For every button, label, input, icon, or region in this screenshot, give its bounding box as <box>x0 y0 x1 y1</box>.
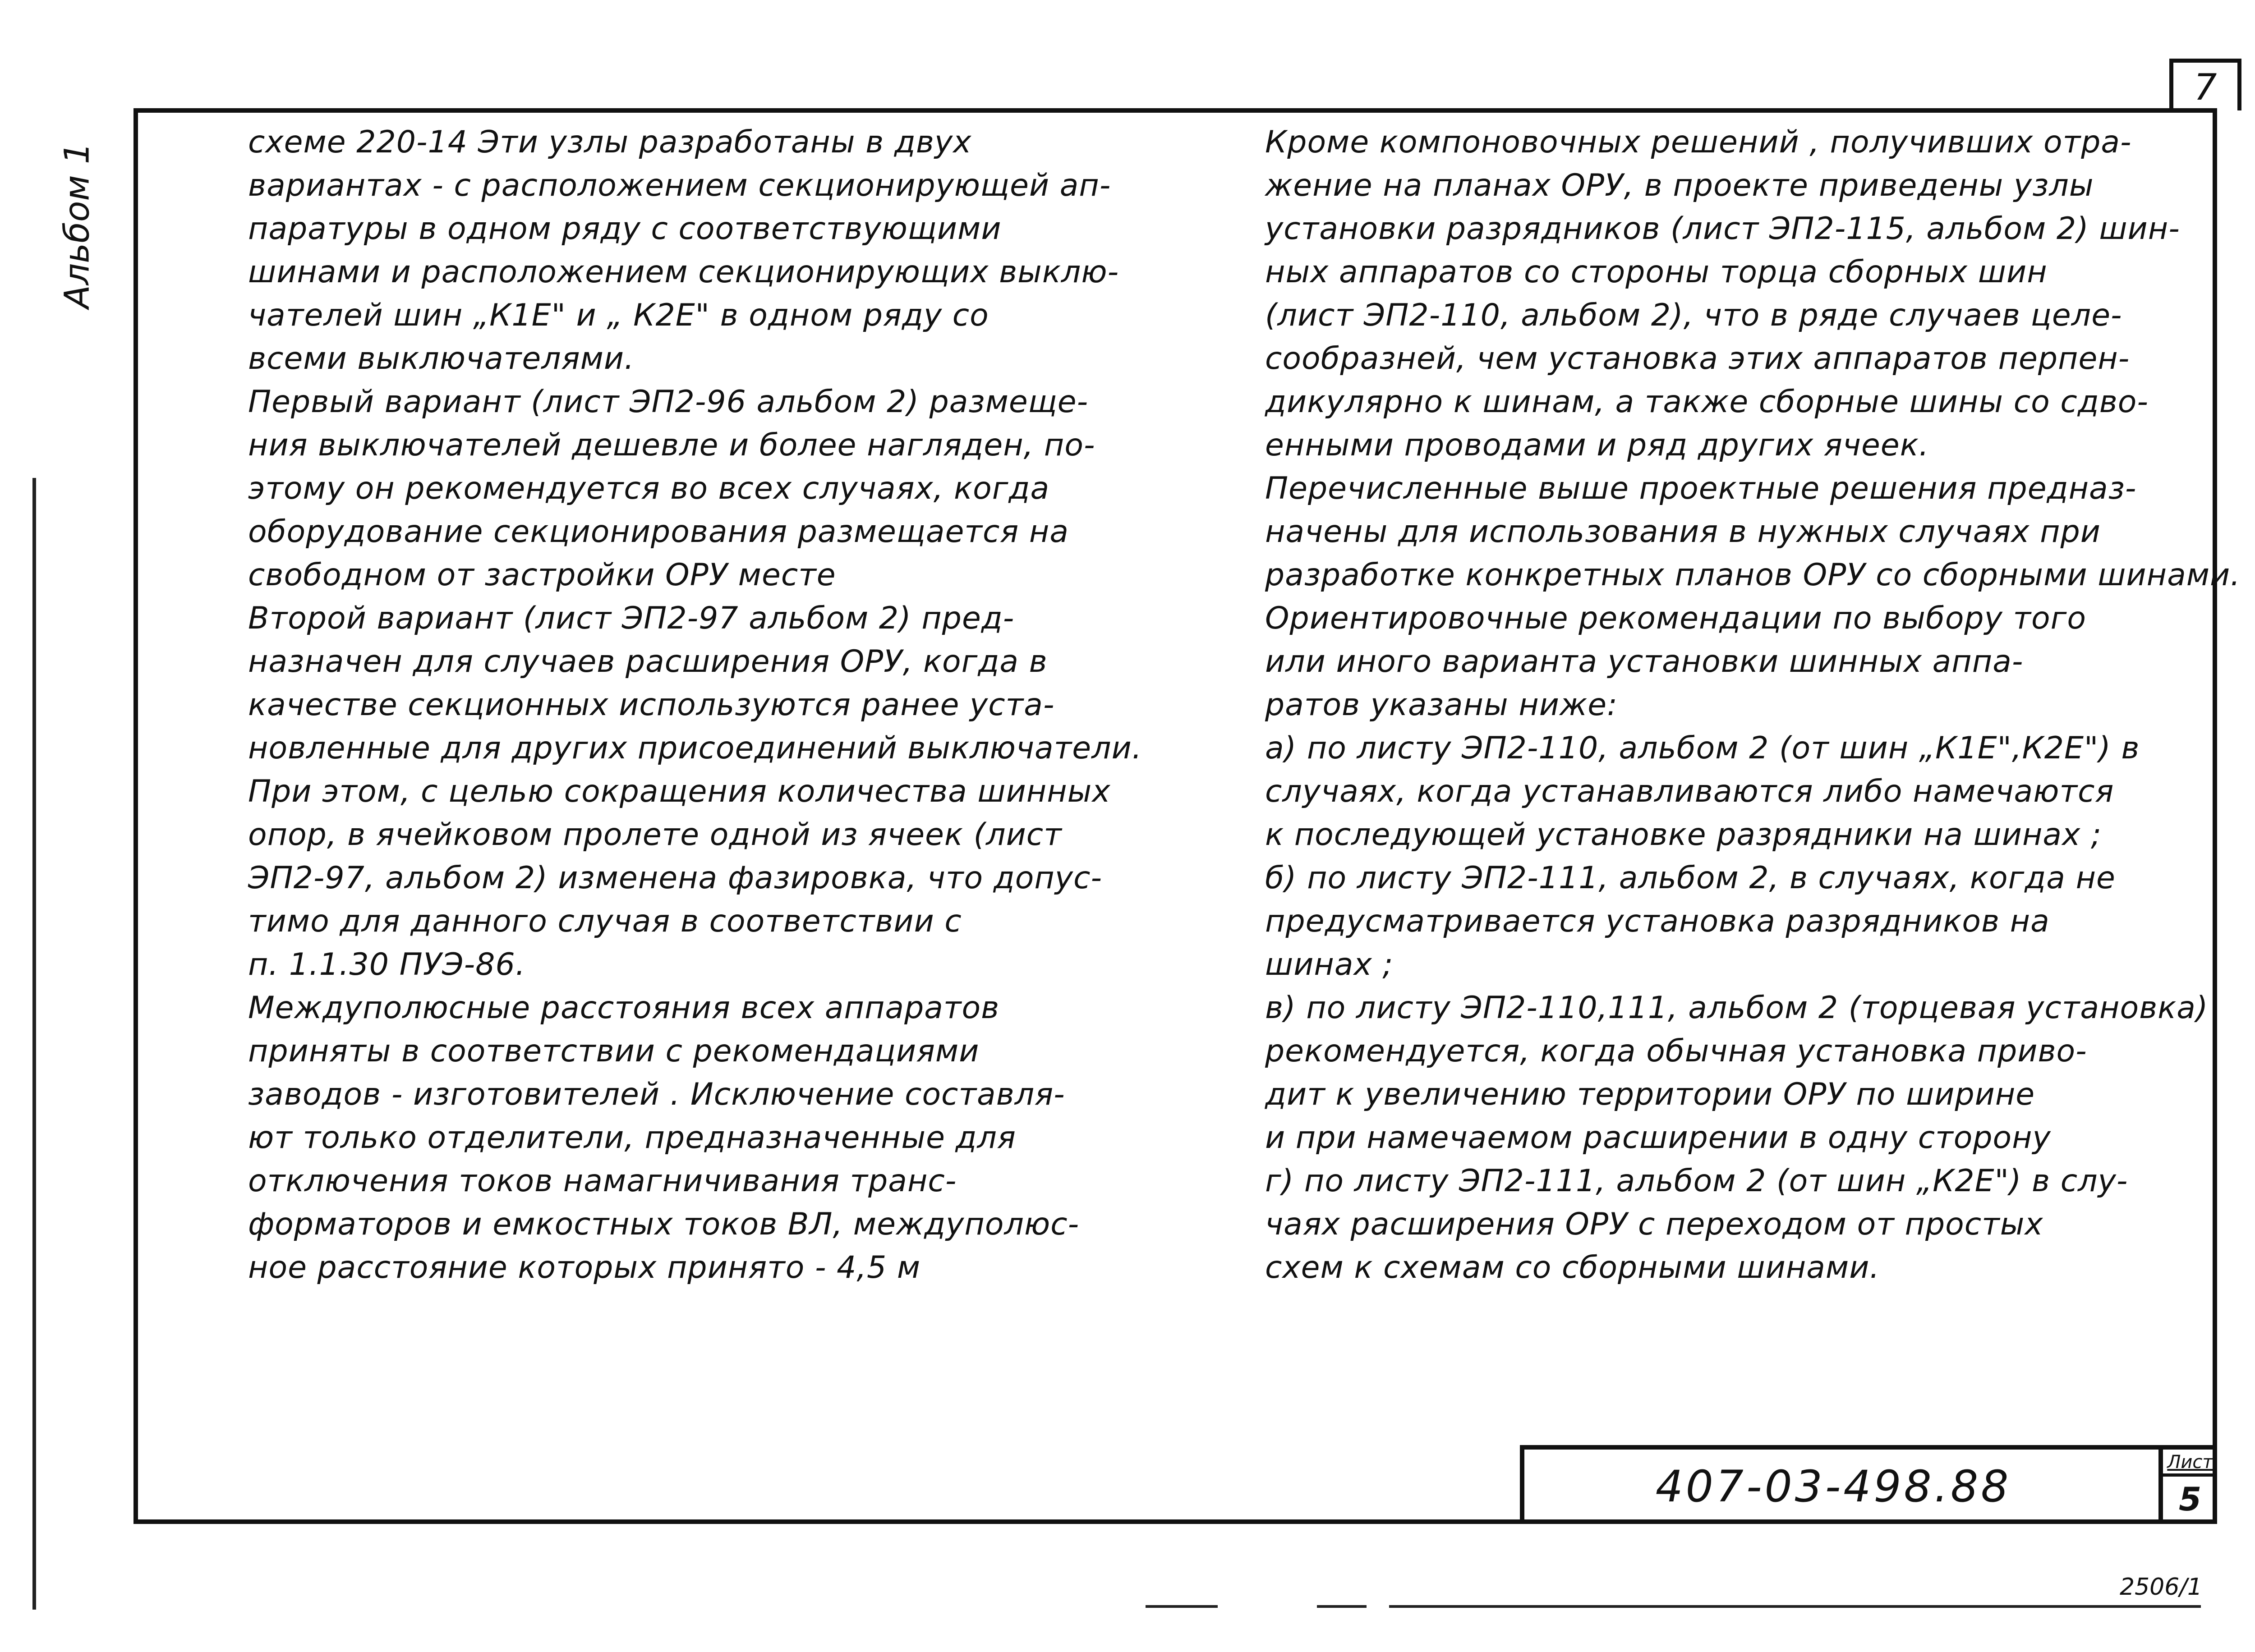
text-line: качестве секционных используются ранее уста- <box>248 687 1055 723</box>
text-line: жение на планах ОРУ, в проекте приведены узлы <box>1265 168 2094 203</box>
text-line: Перечисленные выше проектные решения предназ- <box>1265 471 2137 506</box>
text-line: Второй вариант (лист ЭП2-97 альбом 2) пред- <box>248 601 1015 636</box>
text-line: енными проводами и ряд других ячеек. <box>1265 427 1929 463</box>
text-line: этому он рекомендуется во всех случаях, когда <box>248 471 1050 506</box>
text-line: рекомендуется, когда обычная установка приво- <box>1265 1033 2087 1069</box>
text-line: б) по листу ЭП2-111, альбом 2, в случаях, когда не <box>1265 860 2116 896</box>
text-line: всеми выключателями. <box>248 341 635 376</box>
text-line: ЭП2-97, альбом 2) изменена фазировка, что допус- <box>248 860 1102 896</box>
sheet-cell <box>2158 1450 2217 1524</box>
document-code: 407-03-498.88 <box>1655 1461 2011 1512</box>
text-line: (лист ЭП2-110, альбом 2), что в ряде случаев целе- <box>1265 298 2122 333</box>
text-line: разработке конкретных планов ОРУ со сборными шинами. <box>1265 557 2241 593</box>
text-line: Междуполюсные расстояния всех аппаратов <box>248 990 1000 1026</box>
text-line: опор, в ячейковом пролете одной из ячеек (лист <box>248 817 1062 853</box>
text-line: отключения токов намагничивания транс- <box>248 1163 957 1199</box>
bottom-rule-1 <box>1146 1605 1218 1608</box>
text-line: а) по листу ЭП2-110, альбом 2 (от шин „К1Е",К2Е") в <box>1265 730 2140 766</box>
text-line: ных аппаратов со стороны торца сборных шин <box>1265 254 2048 290</box>
left-text-column <box>248 121 1142 1289</box>
text-line: чаях расширения ОРУ с переходом от простых <box>1265 1207 2043 1242</box>
text-line: сообразней, чем установка этих аппаратов перпен- <box>1265 341 2130 376</box>
text-line: п. 1.1.30 ПУЭ-86. <box>248 947 526 982</box>
text-line: ют только отделители, предназначенные для <box>248 1120 1016 1156</box>
text-line: ния выключателей дешевле и более нагляден, по- <box>248 427 1095 463</box>
text-line: оборудование секционирования размещается на <box>248 514 1069 550</box>
text-line: заводов - изготовителей . Исключение составля- <box>248 1077 1065 1112</box>
text-line: новленные для других присоединений выключатели. <box>248 730 1142 766</box>
text-line: начены для использования в нужных случаях при <box>1265 514 2101 550</box>
archive-code: 2506/1 <box>2120 1574 2202 1601</box>
text-line: паратуры в одном ряду с соответствующими <box>248 211 1002 247</box>
album-label: Альбом 1 <box>56 142 97 309</box>
text-line: к последующей установке разрядники на шинах ; <box>1265 817 2102 853</box>
text-line: г) по листу ЭП2-111, альбом 2 (от шин „К2Е") в слу- <box>1265 1163 2128 1199</box>
text-line: приняты в соответствии с рекомендациями <box>248 1033 980 1069</box>
text-line: тимо для данного случая в соответствии с <box>248 904 962 939</box>
text-line: и при намечаемом расширении в одну сторону <box>1265 1120 2051 1156</box>
text-line: установки разрядников (лист ЭП2-115, альбом 2) шин- <box>1265 211 2180 247</box>
text-line: вариантах - с расположением секционирующей ап- <box>248 168 1111 203</box>
text-line: ное расстояние которых принято - 4,5 м <box>248 1250 921 1285</box>
text-line: Кроме компоновочных решений , получивших отра- <box>1265 124 2132 160</box>
margin-line <box>32 478 36 1610</box>
text-line: форматоров и емкостных токов ВЛ, междуполюс- <box>248 1207 1080 1242</box>
title-block <box>1520 1445 2217 1524</box>
bottom-rule-3 <box>1389 1605 2201 1608</box>
right-text-column <box>1265 121 2241 1289</box>
text-line: назначен для случаев расширения ОРУ, когда в <box>248 644 1048 679</box>
text-line: дит к увеличению территории ОРУ по ширине <box>1265 1077 2035 1112</box>
sheet-number: 5 <box>2178 1480 2202 1518</box>
text-line: случаях, когда устанавливаются либо намечаются <box>1265 774 2114 809</box>
text-line: шинах ; <box>1265 947 1394 982</box>
text-line: чателей шин „К1Е" и „ К2Е" в одном ряду со <box>248 298 989 333</box>
text-line: схеме 220-14 Эти узлы разработаны в двух <box>248 124 972 160</box>
text-line: шинами и расположением секционирующих выклю- <box>248 254 1119 290</box>
text-line: или иного варианта установки шинных аппа- <box>1265 644 2024 679</box>
text-line: свободном от застройки ОРУ месте <box>248 557 836 593</box>
text-line: схем к схемам со сборными шинами. <box>1265 1250 1880 1285</box>
text-line: предусматривается установка разрядников на <box>1265 904 2050 939</box>
sheet-label: Лист <box>2163 1450 2217 1477</box>
text-line: ратов указаны ниже: <box>1265 687 1618 723</box>
bottom-rule-2 <box>1317 1605 1367 1608</box>
text-line: Первый вариант (лист ЭП2-96 альбом 2) размеще- <box>248 384 1089 420</box>
text-line: Ориентировочные рекомендации по выбору того <box>1265 601 2086 636</box>
text-line: в) по листу ЭП2-110,111, альбом 2 (торцевая установка) <box>1265 990 2209 1026</box>
text-line: При этом, с целью сокращения количества шинных <box>248 774 1111 809</box>
text-line: дикулярно к шинам, а также сборные шины со сдво- <box>1265 384 2149 420</box>
page-number: 7 <box>2169 59 2241 110</box>
